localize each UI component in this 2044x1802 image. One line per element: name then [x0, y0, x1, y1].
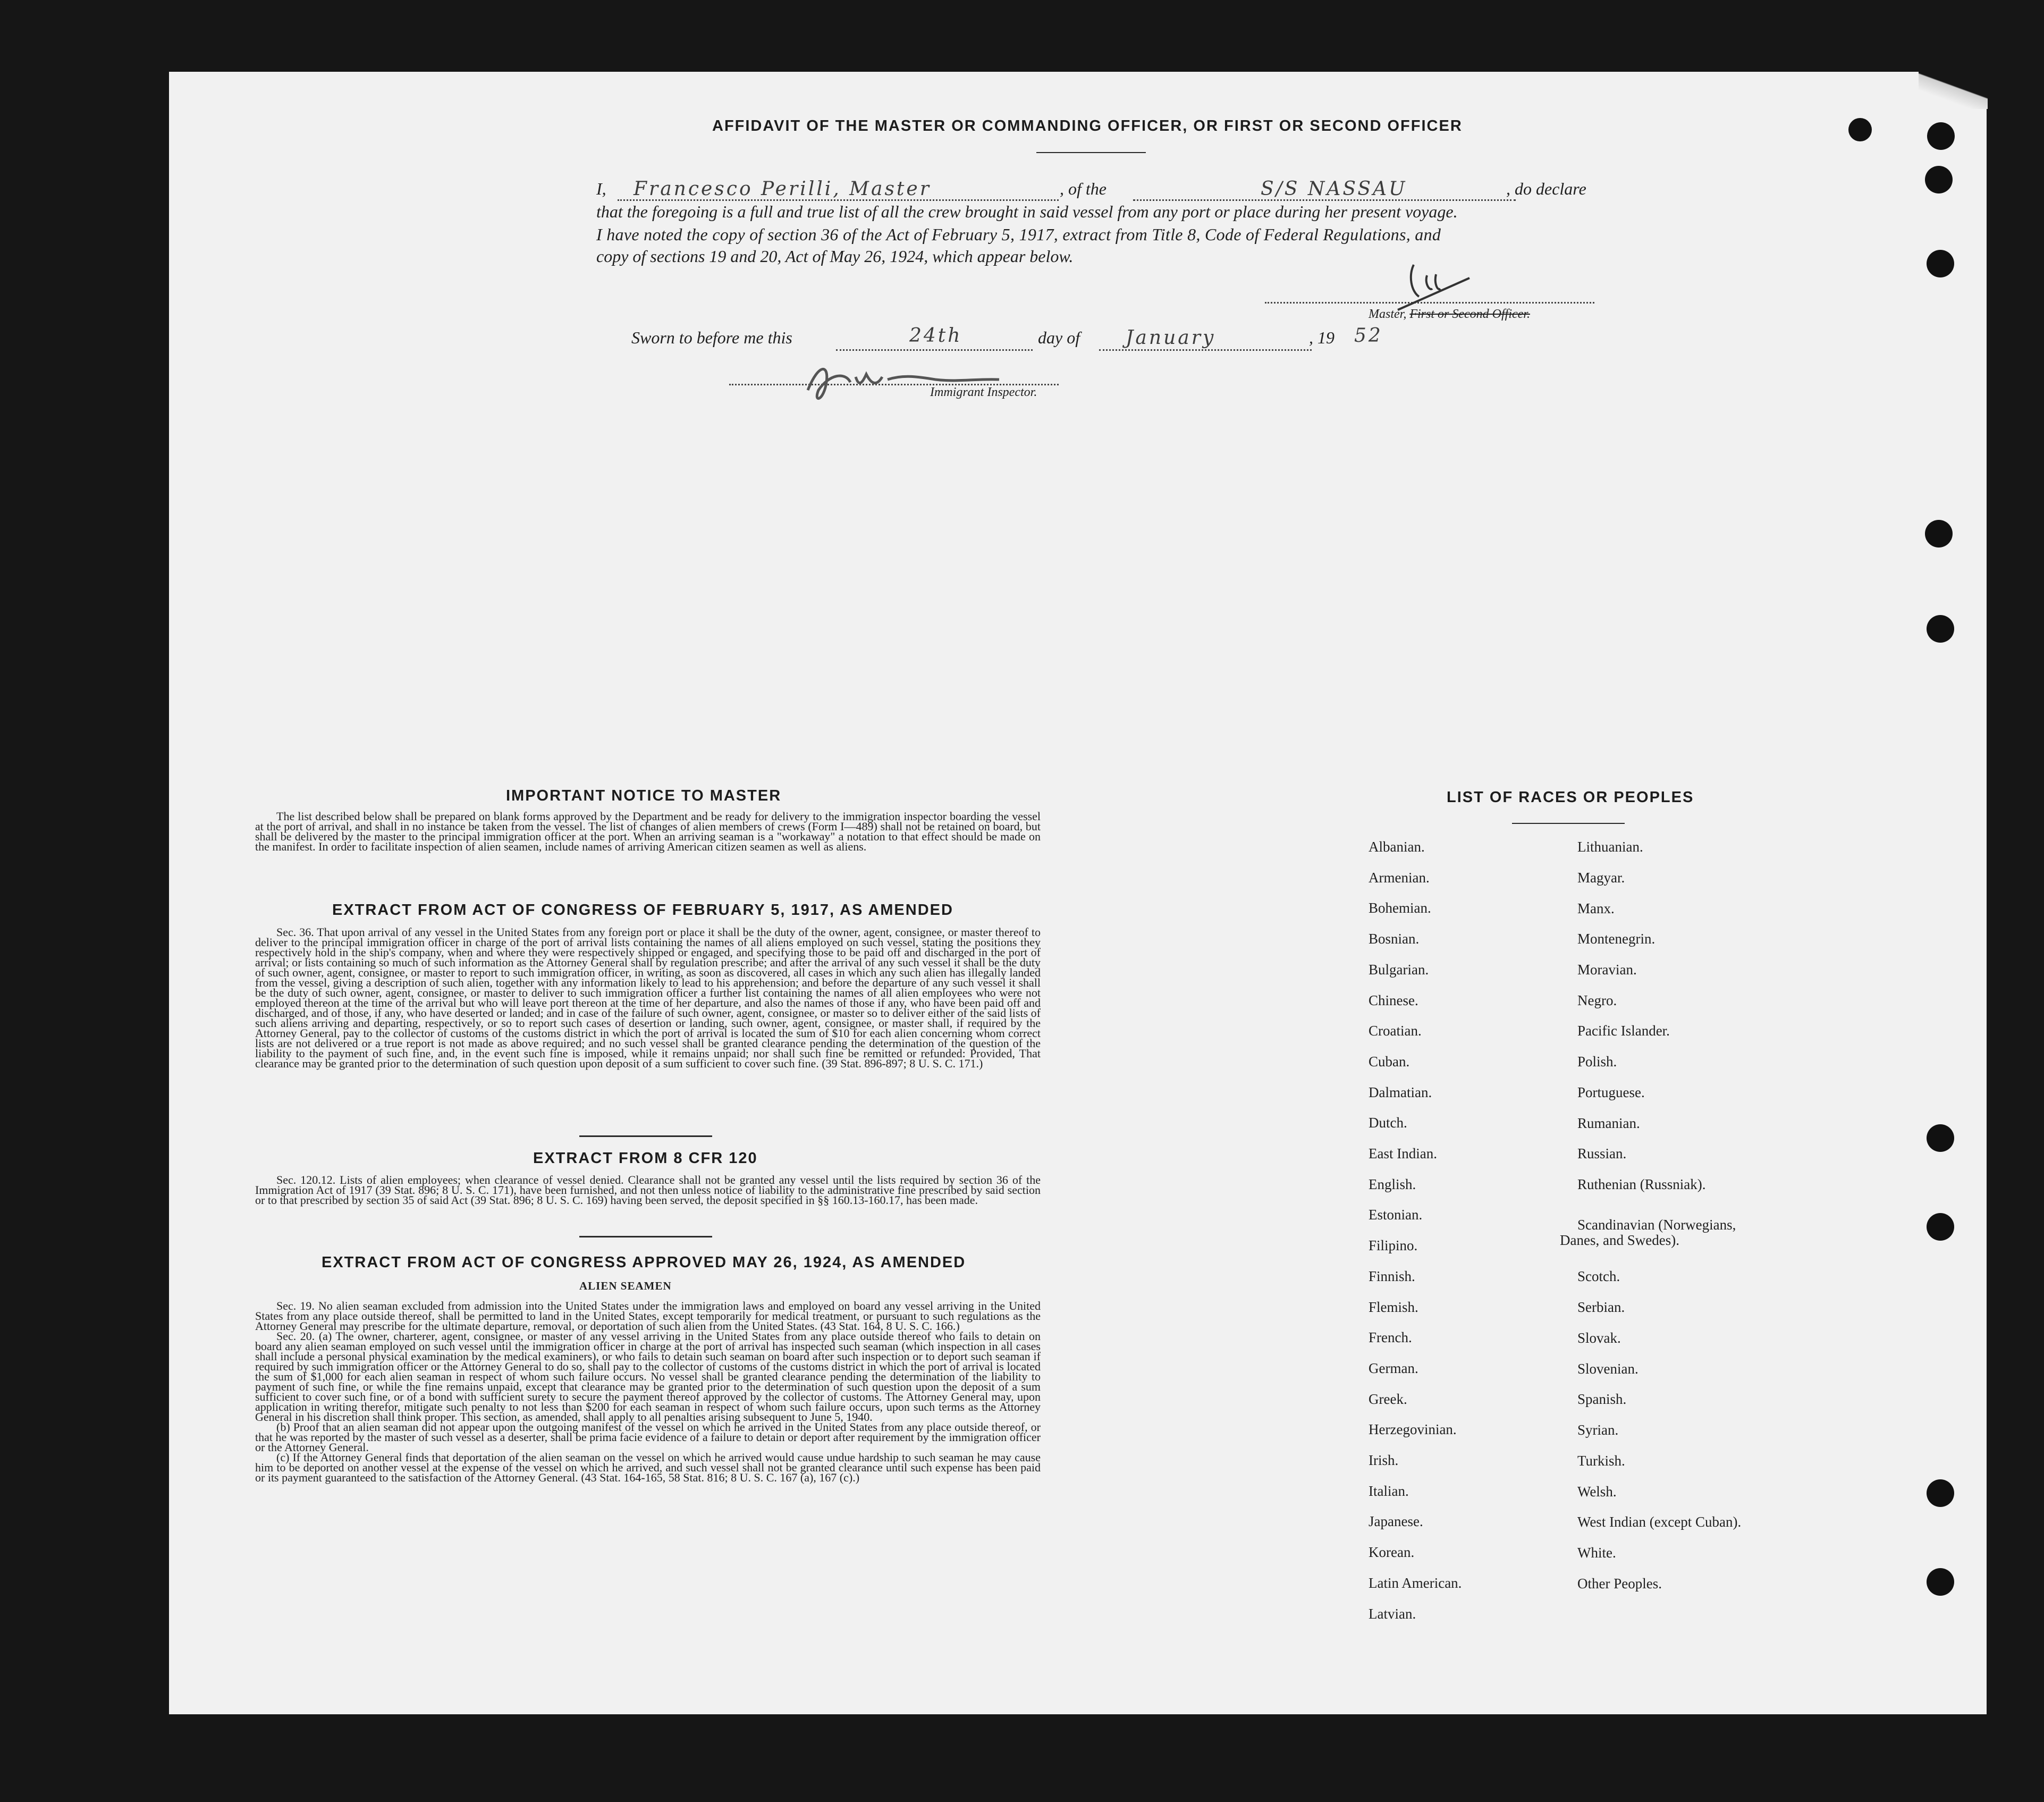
punch-hole: [1848, 118, 1872, 141]
month-field: [1099, 328, 1312, 351]
punch-hole: [1927, 615, 1954, 643]
race-list-item: Filipino.: [1369, 1237, 1418, 1254]
act1924-body: [255, 1301, 1041, 1483]
do-declare-label: , do declare: [1506, 179, 1586, 198]
race-list-item: Korean.: [1369, 1544, 1415, 1561]
race-list-item: Herzegovinian.: [1369, 1421, 1457, 1438]
cfr-sec12012: Sec. 120.12. Lists of alien employees; when clearance of vessel denied. Clearance shall not be granted any vessel until the lists required by section 36 of the Immigration Act of 1917 (39 Stat. 896; 8 U. S. C. 171), have been furnished, and not then unless notice of liability to the administrative fine prescribed by said section or to that prescribed by section 35 of said Act (39 Stat. 896; 8 U. S. C. 169) having been served, the deposit specified in §§ 160.13-160.17, has been made.: [255, 1173, 1041, 1207]
race-list-item: Cuban.: [1369, 1053, 1410, 1070]
affidavit-title-rule: [1036, 152, 1146, 153]
race-list-item: Chinese.: [1369, 992, 1418, 1008]
section-rule: [579, 1135, 712, 1137]
race-list-item: Bohemian.: [1369, 900, 1431, 916]
day-handwriting: 24th: [909, 325, 962, 347]
races-heading-rule: [1512, 823, 1625, 824]
punch-hole: [1927, 1213, 1954, 1241]
race-list-item: Turkish.: [1577, 1453, 1625, 1469]
master-name-handwriting: Francesco Perilli, Master: [634, 178, 931, 200]
act1924-subheading: ALIEN SEAMEN: [579, 1279, 672, 1292]
race-list-item: Italian.: [1369, 1483, 1409, 1499]
sworn-label: Sworn to before me this: [631, 328, 792, 347]
day-field: [836, 325, 1033, 351]
punch-hole: [1927, 1479, 1954, 1507]
vessel-name-field: [1133, 179, 1516, 201]
year-handwriting: 52: [1354, 325, 1383, 347]
month-handwriting: January: [1126, 327, 1216, 349]
race-list-item: Croatian.: [1369, 1023, 1422, 1039]
race-list-item: Danes, and Swedes).: [1560, 1232, 1679, 1248]
race-list-item: Bulgarian.: [1369, 961, 1429, 978]
race-list-item: West Indian (except Cuban).: [1577, 1514, 1742, 1530]
race-list-item: White.: [1577, 1545, 1616, 1561]
race-list-item: Magyar.: [1577, 870, 1625, 886]
race-list-item: Latin American.: [1369, 1574, 1462, 1591]
race-list-item: Spanish.: [1577, 1391, 1627, 1407]
punch-hole: [1925, 166, 1953, 193]
race-list-item: Rumanian.: [1577, 1115, 1640, 1131]
race-list-item: Japanese.: [1369, 1513, 1423, 1530]
act1924-sec19: Sec. 19. No alien seaman excluded from admission into the United States under the immigration laws and employed on board any vessel arriving in the United States from any place outside thereof, shall be permitted to land in the United States, except temporarily for medical treatment, or pursuant to such regulations as the Attorney General may prescribe for the ultimate departure, removal, or deportation of such alien from the United States. (43 Stat. 164, 8 U. S. C. 166.): [255, 1299, 1041, 1333]
race-list-item: Dalmatian.: [1369, 1084, 1432, 1100]
affidavit-line-4: copy of sections 19 and 20, Act of May 26, 1924, which appear below.: [596, 247, 1074, 266]
race-list-item: Estonian.: [1369, 1207, 1423, 1223]
race-list-item: Ruthenian (Russniak).: [1577, 1176, 1706, 1192]
race-list-item: Polish.: [1577, 1054, 1617, 1070]
section-rule: [579, 1236, 712, 1237]
race-list-item: Scandinavian (Norwegians,: [1577, 1217, 1736, 1233]
race-list-item: Dutch.: [1369, 1115, 1407, 1131]
race-list-item: Syrian.: [1577, 1422, 1619, 1438]
punch-hole: [1927, 1568, 1954, 1596]
race-list-item: Pacific Islander.: [1577, 1023, 1670, 1039]
master-caption-label: Master,: [1369, 307, 1410, 321]
sworn-line: [631, 325, 1386, 353]
year-prefix-label: , 19: [1309, 328, 1334, 347]
race-list-item: Bosnian.: [1369, 931, 1420, 947]
race-list-item: Scotch.: [1577, 1268, 1620, 1284]
punch-hole: [1925, 520, 1953, 548]
master-name-field: [618, 179, 1059, 201]
affidavit-line-1: [596, 179, 1601, 203]
act1924-heading: EXTRACT FROM ACT OF CONGRESS APPROVED MAY 26, 1924, AS AMENDED: [322, 1254, 966, 1271]
act1924-sec20b: (b) Proof that an alien seaman did not appear upon the outgoing manifest of the vessel on which he arrived in the United States from any place outside thereof, or that he was reported by the master of such vessel as a deserter, shall be prima facie evidence of a failure to detain or deport after requirement by the immigration officer or the Attorney General.: [255, 1420, 1041, 1454]
act1924-sec20c: (c) If the Attorney General finds that deportation of the alien seaman on the vessel on which he arrived would cause undue hardship to such seaman he may cause him to be deported on another vessel at the expense of the vessel on which he arrived, and such vessel shall not be granted clearance until such expense has been paid or its payment guaranteed to the satisfaction of the Attorney General. (43 Stat. 164-165, 58 Stat. 816; 8 U. S. C. 167 (a), 167 (c).): [255, 1451, 1041, 1484]
race-list-item: Other Peoples.: [1577, 1576, 1662, 1592]
page-corner-fold: [1919, 72, 1988, 109]
race-list-item: Welsh.: [1577, 1484, 1617, 1500]
race-list-item: Armenian.: [1369, 869, 1430, 886]
cfr-body: [255, 1175, 1041, 1205]
race-list-item: Lithuanian.: [1577, 839, 1643, 855]
punch-hole: [1927, 250, 1954, 277]
race-list-item: Finnish.: [1369, 1268, 1415, 1284]
race-list-item: East Indian.: [1369, 1146, 1437, 1161]
act1917-body: [255, 927, 1041, 1068]
notice-body: [255, 811, 1041, 852]
races-heading: LIST OF RACES OR PEOPLES: [1447, 789, 1694, 806]
race-list-item: Flemish.: [1369, 1299, 1418, 1315]
affidavit-title: AFFIDAVIT OF THE MASTER OR COMMANDING OFFICER, OR FIRST OR SECOND OFFICER: [712, 117, 1463, 134]
race-list-item: Slovenian.: [1577, 1361, 1638, 1377]
punch-hole: [1927, 122, 1955, 150]
act1917-heading: EXTRACT FROM ACT OF CONGRESS OF FEBRUARY 5, 1917, AS AMENDED: [332, 902, 953, 919]
inspector-signature: [797, 353, 1026, 417]
race-list-item: German.: [1369, 1360, 1418, 1376]
officer-struck-label: First or Second Officer.: [1409, 307, 1530, 321]
race-list-item: Portuguese.: [1577, 1084, 1645, 1100]
notice-paragraph: The list described below shall be prepared on blank forms approved by the Department and be ready for delivery to the immigration inspector boarding the vessel at the port of arrival, and shall in no instance be taken from the vessel. The list of changes of alien members of crews (Form I—489) shall not be retained on board, but shall be delivered by the master to the principal immigration officer at the port. When an arriving seaman is a "workaway" a notation to that effect should be made on the manifest. In order to facilitate inspection of alien seamen, include names of arriving American citizen seamen as well as aliens.: [255, 810, 1041, 853]
inspector-caption: Immigrant Inspector.: [930, 385, 1037, 399]
race-list-item: Montenegrin.: [1577, 931, 1656, 947]
punch-hole: [1927, 1124, 1954, 1152]
act1924-sec20a: Sec. 20. (a) The owner, charterer, agent, consignee, or master of any vessel arriving in the United States from any place outside thereof who fails to detain on board any alien seaman employed on such vessel until the immigration officer in charge at the port of arrival has inspected such seaman (which inspection in all cases shall include a personal physical examination by the medical examiners), or who fails to detain such seaman on board after such inspection or to deport such seaman if required by such immigration officer or the Attorney General to do so, shall pay to the collector of customs of the customs district in which the port of arrival is located the sum of $1,000 for each alien seaman in respect of whom such failure occurs. No vessel shall be granted clearance pending the determination of the liability to payment of such fine, or while the fine remains unpaid, except that clearance may be granted prior to the determination of such question upon the deposit of a sum sufficient to cover such fine, or of a bond with sufficient surety to secure the payment thereof approved by the collector of customs. The Attorney General may, upon application in writing therefor, mitigate such penalty to not less than $200 for each seaman in respect of whom such failure occurs, upon such terms as the Attorney General in his discretion shall think proper. This section, as amended, shall apply to all penalties arising subsequent to June 5, 1940.: [255, 1329, 1041, 1424]
race-list-item: Greek.: [1369, 1391, 1407, 1407]
race-list-item: Albanian.: [1369, 839, 1425, 855]
act1917-sec36: Sec. 36. That upon arrival of any vessel in the United States from any foreign port or place it shall be the duty of the owner, agent, consignee, or master thereof to deliver to the principal immigration officer in charge of the port of arrival lists containing the names of all aliens employed on such vessel, stating the positions they respectively hold in the ship's company, when and where they were respectively shipped or engaged, and specifying those to be paid off and discharged in the port of arrival; or lists containing so much of such information as the Attorney General shall by regulation prescribe; and after the arrival of any such vessel it shall be the duty of such owner, agent, consignee, or master to report to such immigration officer, in writing, as soon as discovered, all cases in which any such alien has illegally landed from the vessel, giving a description of such alien, together with any information likely to lead to his apprehension; and before the departure of any such vessel it shall be the duty of such owner, agent, consignee, or master to deliver to such immigration officer a further list containing the names of all alien employees who were not employed thereon at the time of the arrival but who will leave port thereon at the time of her departure, and also the names of those if any, who have been paid off and discharged, and of those, if any, who have deserted or landed; and in case of the failure of such owner, agent, consignee, or master so to deliver either of the said lists of such aliens arriving and departing, respectively, or so to report such cases of desertion or landing, such owner, agent, consignee, or master shall, if required by the Attorney General, pay to the collector of customs of the customs district in which the port of arrival is located the sum of $10 for each alien concerning whom correct lists are not delivered or a true report is not made as above required; and no such vessel shall be granted clearance pending the determination of the question of the liability to the payment of such fine, and, in the event such fine is imposed, while it remains unpaid; nor shall such fine be remitted or refunded: Provided, That clearance may be granted prior to the determination of such question upon deposit of a sum sufficient to cover such fine. (39 Stat. 896-897; 8 U. S. C. 171.): [255, 925, 1041, 1070]
affidavit-line-2: that the foregoing is a full and true list of all the crew brought in said vessel from any port or place during her present voyage.: [596, 202, 1458, 221]
race-list-item: Irish.: [1369, 1452, 1399, 1468]
race-list-item: Latvian.: [1369, 1605, 1416, 1622]
race-list-item: Russian.: [1577, 1146, 1627, 1161]
i-label: I,: [596, 179, 606, 198]
cfr-heading: EXTRACT FROM 8 CFR 120: [533, 1150, 758, 1167]
vessel-name-handwriting: S/S NASSAU: [1261, 178, 1407, 200]
race-list-item: Manx.: [1577, 900, 1615, 916]
day-of-label: day of: [1038, 328, 1080, 347]
notice-heading: IMPORTANT NOTICE TO MASTER: [506, 787, 782, 804]
race-list-item: English.: [1369, 1176, 1416, 1192]
race-list-item: Moravian.: [1577, 962, 1637, 978]
race-list-item: French.: [1369, 1329, 1412, 1346]
race-list-item: Slovak.: [1577, 1330, 1621, 1346]
master-caption: [1369, 307, 1530, 322]
of-the-label: , of the: [1060, 179, 1107, 198]
race-list-item: Negro.: [1577, 992, 1617, 1008]
race-list-item: Serbian.: [1577, 1299, 1625, 1315]
affidavit-line-3: I have noted the copy of section 36 of the Act of February 5, 1917, extract from Title 8, Code of Federal Regulations, and: [596, 225, 1441, 244]
